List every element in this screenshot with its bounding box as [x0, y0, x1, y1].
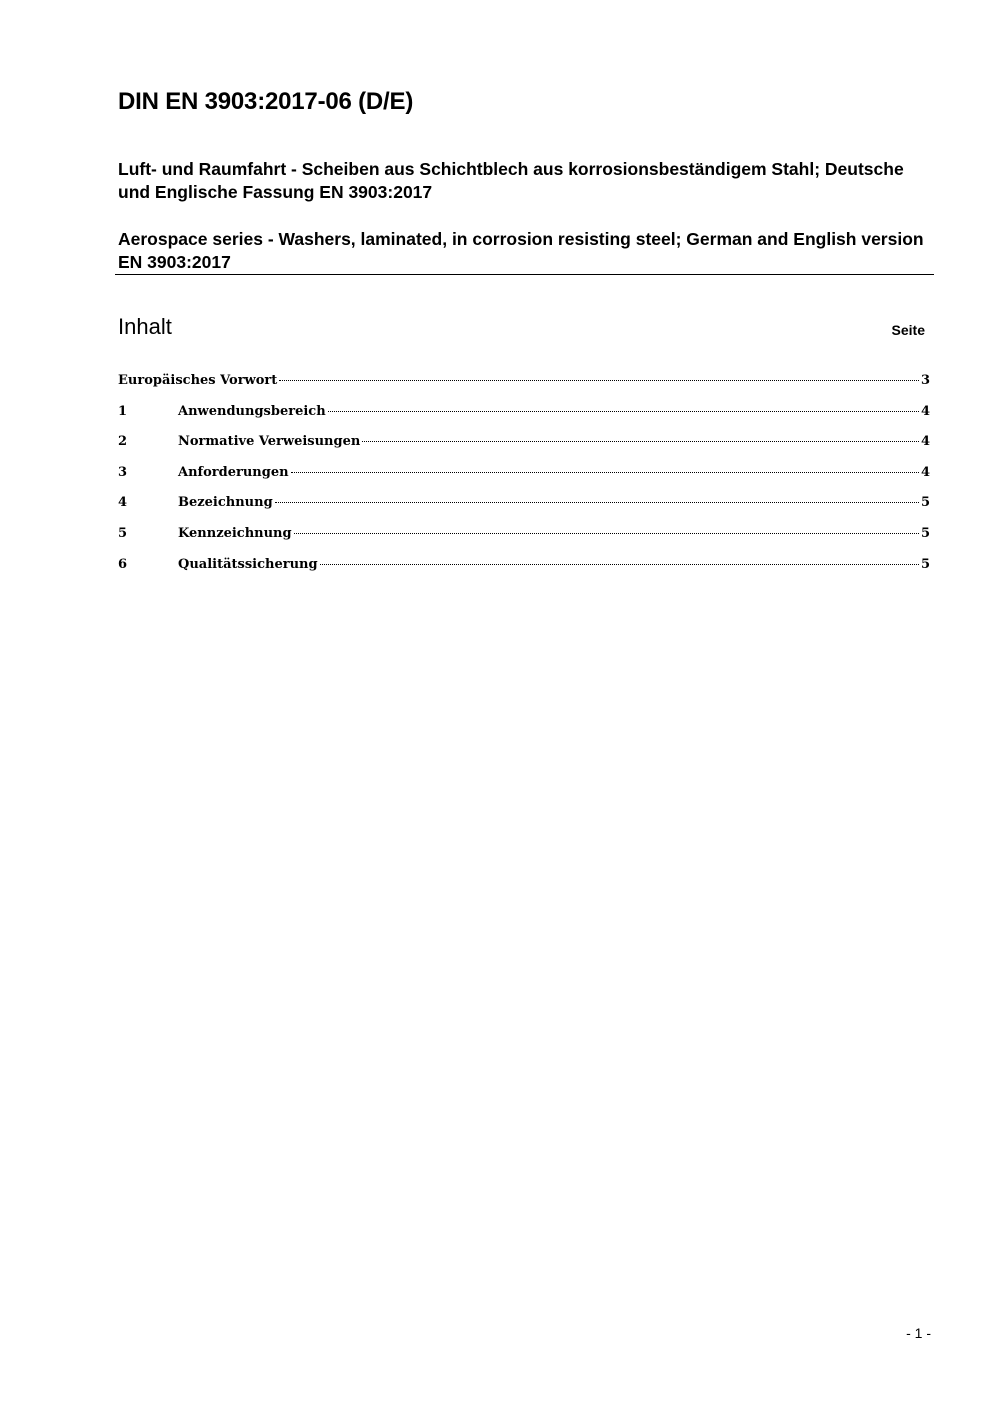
- toc-entry-label: Qualitätssicherung: [178, 556, 318, 572]
- toc-leader-dots: [328, 411, 919, 412]
- toc-leader-dots: [279, 380, 919, 381]
- toc-entry-number: 5: [118, 525, 128, 541]
- toc-entry-label: Anwendungsbereich: [178, 403, 326, 419]
- toc-entry-number: 4: [118, 495, 128, 511]
- title-german: Luft- und Raumfahrt - Scheiben aus Schichtblech aus korrosionsbeständigem Stahl; Deutsche und Englische Fassung EN 3903:2017: [118, 159, 904, 202]
- toc-entry-label: Europäisches Vorwort: [118, 373, 278, 388]
- toc-entry-number: 1: [118, 403, 128, 419]
- toc-entry-page: 4: [920, 464, 930, 480]
- toc-heading: Inhalt: [118, 314, 172, 339]
- toc-entry-label: Kennzeichnung: [178, 525, 292, 541]
- toc-page-column-heading: Seite: [891, 322, 925, 338]
- page-number: - 1 -: [906, 1325, 931, 1341]
- toc-entry-page: 5: [920, 556, 930, 572]
- toc-leader-dots: [275, 502, 919, 503]
- toc-entry-page: 4: [920, 434, 930, 450]
- toc-leader-dots: [291, 472, 919, 473]
- toc-leader-dots: [294, 533, 919, 534]
- toc-entry-number: 6: [118, 556, 128, 572]
- toc-entry-normative-references[interactable]: [118, 431, 930, 462]
- toc-entry-number: 2: [118, 434, 128, 450]
- toc-entry-designation[interactable]: [118, 492, 930, 523]
- toc-entry-page: 5: [920, 495, 930, 511]
- toc-entry-scope[interactable]: [118, 401, 930, 432]
- toc-entry-label: Normative Verweisungen: [178, 434, 361, 450]
- toc-leader-dots: [320, 564, 919, 565]
- toc-entry-page: 3: [920, 373, 930, 388]
- toc-entry-number: 3: [118, 464, 128, 480]
- toc-entry-label: Bezeichnung: [178, 495, 273, 511]
- document-title: DIN EN 3903:2017-06 (D/E): [118, 88, 414, 115]
- toc-leader-dots: [362, 441, 919, 442]
- toc-entry-label: Anforderungen: [178, 464, 289, 480]
- title-divider: [115, 274, 934, 275]
- toc-entry-page: 4: [920, 403, 930, 419]
- toc-entry-page: 5: [920, 525, 930, 541]
- toc-entry-requirements[interactable]: [118, 462, 930, 493]
- toc-entry-quality-assurance[interactable]: [118, 554, 930, 585]
- toc-entry-foreword[interactable]: [118, 370, 930, 401]
- title-english: Aerospace series - Washers, laminated, in corrosion resisting steel; German and English version EN 3903:2017: [118, 229, 924, 272]
- table-of-contents: [118, 370, 930, 584]
- toc-entry-marking[interactable]: [118, 523, 930, 554]
